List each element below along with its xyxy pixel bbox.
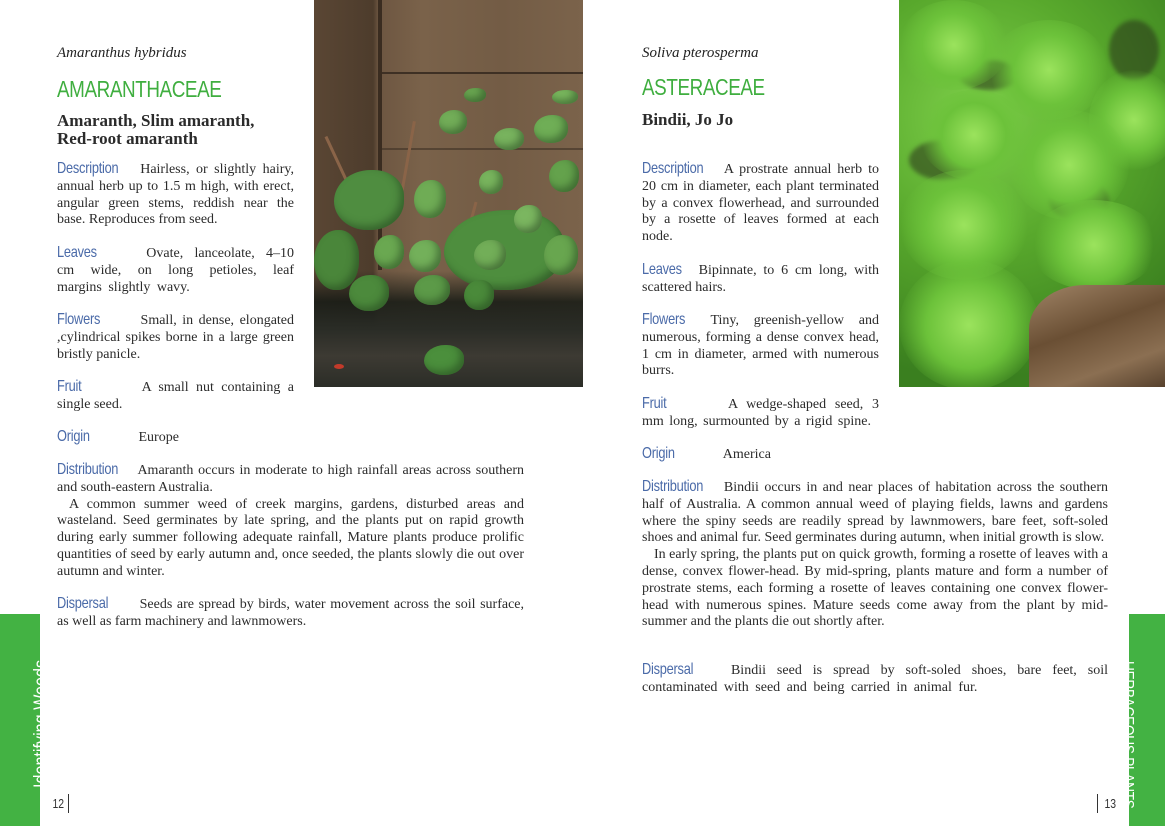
fruit-text: A small nut containing a single seed. xyxy=(57,380,294,412)
section-tab-label: Identifying Weeds xyxy=(31,659,52,788)
leaf xyxy=(439,110,467,134)
dispersal-text: Bindii seed is spread by soft-soled shoes, bare feet, soil contaminated with seed and being carried in animal fur. xyxy=(642,663,1108,695)
leaf xyxy=(494,128,524,150)
page-number: 13 xyxy=(1104,796,1117,811)
wood-mulch xyxy=(1029,285,1165,387)
leaves-text: Bipinnate, to 6 cm long, with scattered hairs. xyxy=(642,263,880,295)
leaves-label: Leaves xyxy=(642,261,682,278)
leaves-label: Leaves xyxy=(57,244,97,261)
leaf xyxy=(424,345,464,375)
distribution-text: Amaranth occurs in moderate to high rainfall areas across southern and south-eastern Australia. xyxy=(57,463,524,495)
leaf-frond xyxy=(899,260,1039,387)
leaves-section xyxy=(57,245,294,296)
flowers-label: Flowers xyxy=(642,311,686,328)
leaf xyxy=(549,160,579,192)
distribution-text: Bindii occurs in and near places of habitation across the southern half of Australia. A common annual weed of playing fields, lawns and gardens where the spiny seeds are readily spread by lawnmowers, bare feet, soft-soled shoes and animal fur. Seed germinates during autumn, when initial growth is slow. xyxy=(642,480,1109,546)
scientific-name: Amaranthus hybridus xyxy=(57,45,187,61)
leaf xyxy=(464,280,494,310)
origin-section xyxy=(642,446,879,464)
leaf xyxy=(414,180,446,218)
leaves-text: Ovate, lanceolate, 4–10 cm wide, on long petioles, leaf margins slightly wavy. xyxy=(57,246,294,295)
dispersal-label: Dispersal xyxy=(642,661,694,678)
leaf xyxy=(314,230,359,290)
flowers-text: Tiny, greenish-yellow and numerous, forming a dense convex head, 1 cm in diameter, armed with numerous burrs. xyxy=(642,313,879,379)
dispersal-section xyxy=(57,596,524,631)
wood-plank-line xyxy=(382,148,583,150)
red-flower xyxy=(334,364,344,369)
common-names: Amaranth, Slim amaranth, Red-root amaranth xyxy=(57,111,255,148)
leaf xyxy=(514,205,542,233)
description-label: Description xyxy=(57,160,119,177)
fruit-text: A wedge-shaped seed, 3 mm long, surmounted by a rigid spine. xyxy=(642,397,880,429)
page-number: 12 xyxy=(52,796,65,811)
fruit-section xyxy=(642,396,879,431)
section-tab-label: HERBACEOUS PLANTS xyxy=(1119,661,1136,809)
fruit-section xyxy=(57,379,294,414)
leaf xyxy=(464,88,486,102)
section-tab-herbaceous-plants[interactable] xyxy=(1119,614,1165,826)
leaf xyxy=(534,115,568,143)
leaf xyxy=(474,240,506,270)
page-number-divider xyxy=(1097,794,1098,813)
origin-label: Origin xyxy=(57,428,90,445)
distribution-label: Distribution xyxy=(642,478,704,495)
origin-text: America xyxy=(722,447,771,462)
origin-text: Europe xyxy=(138,430,179,445)
leaf xyxy=(374,235,404,269)
leaf xyxy=(349,275,389,311)
bindii-plant-photo xyxy=(899,0,1165,387)
flowers-label: Flowers xyxy=(57,311,101,328)
section-tab-identifying-weeds[interactable] xyxy=(0,614,52,826)
flowers-section xyxy=(642,312,879,380)
amaranth-plant-photo xyxy=(314,0,583,387)
leaf xyxy=(544,235,578,275)
leaf xyxy=(334,170,404,230)
distribution-section xyxy=(57,462,524,581)
leaf xyxy=(409,240,441,272)
family-heading: AMARANTHACEAE xyxy=(57,76,222,102)
distribution-text-2: In early spring, the plants put on quick growth, forming a rosette of leaves with a dense, convex flower-head. By mid-spring, plants mature and form a number of prostrate stems, each forming a rosette of leaves containing one convex flower-head with numerous spines. Mature seeds come away from the plant by mid-summer and the plants die out shortly after. xyxy=(642,547,1108,630)
fruit-label: Fruit xyxy=(57,378,82,395)
dispersal-section xyxy=(642,662,1108,697)
description-section xyxy=(642,161,879,246)
origin-section xyxy=(57,429,294,447)
leaf-frond xyxy=(1029,200,1159,290)
leaf xyxy=(414,275,450,305)
description-label: Description xyxy=(642,160,704,177)
fruit-label: Fruit xyxy=(642,395,667,412)
description-section xyxy=(57,161,294,229)
description-text: Hairless, or slightly hairy, annual herb up to 1.5 m high, with erect, angular green stems, reddish near the base. Reproduces from seed. xyxy=(57,162,294,228)
family-heading: ASTERACEAE xyxy=(642,74,765,100)
leaves-section xyxy=(642,262,879,297)
description-text: A prostrate annual herb to 20 cm in diameter, each plant terminated by a convex flowerhead, and surrounded by a rosette of leaves formed at each node. xyxy=(642,162,879,245)
wood-plank-line xyxy=(382,72,583,74)
distribution-text-2: A common summer weed of creek margins, gardens, disturbed areas and wasteland. Seed germinates by late spring, and the plants put on rapid growth during early summer following adequate rainfall, Mature plants produce prolific quantities of seed by early autumn and, once seeded, the plants slowly die out over autumn and winter. xyxy=(57,496,524,579)
common-names: Bindii, Jo Jo xyxy=(642,110,734,129)
origin-label: Origin xyxy=(642,445,675,462)
wood-post-edge xyxy=(378,0,382,270)
leaf xyxy=(479,170,503,194)
distribution-label: Distribution xyxy=(57,461,119,478)
dispersal-label: Dispersal xyxy=(57,595,109,612)
dispersal-text: Seeds are spread by birds, water movement across the soil surface, as well as farm machinery and lawnmowers. xyxy=(57,597,524,629)
scientific-name: Soliva pterosperma xyxy=(642,45,759,61)
flowers-section xyxy=(57,312,294,363)
page-number-divider xyxy=(68,794,69,813)
flowers-text: Small, in dense, elongated ,cylindrical spikes borne in a large green bristly panicle. xyxy=(57,313,295,362)
distribution-section xyxy=(642,479,1108,631)
leaf xyxy=(552,90,578,104)
